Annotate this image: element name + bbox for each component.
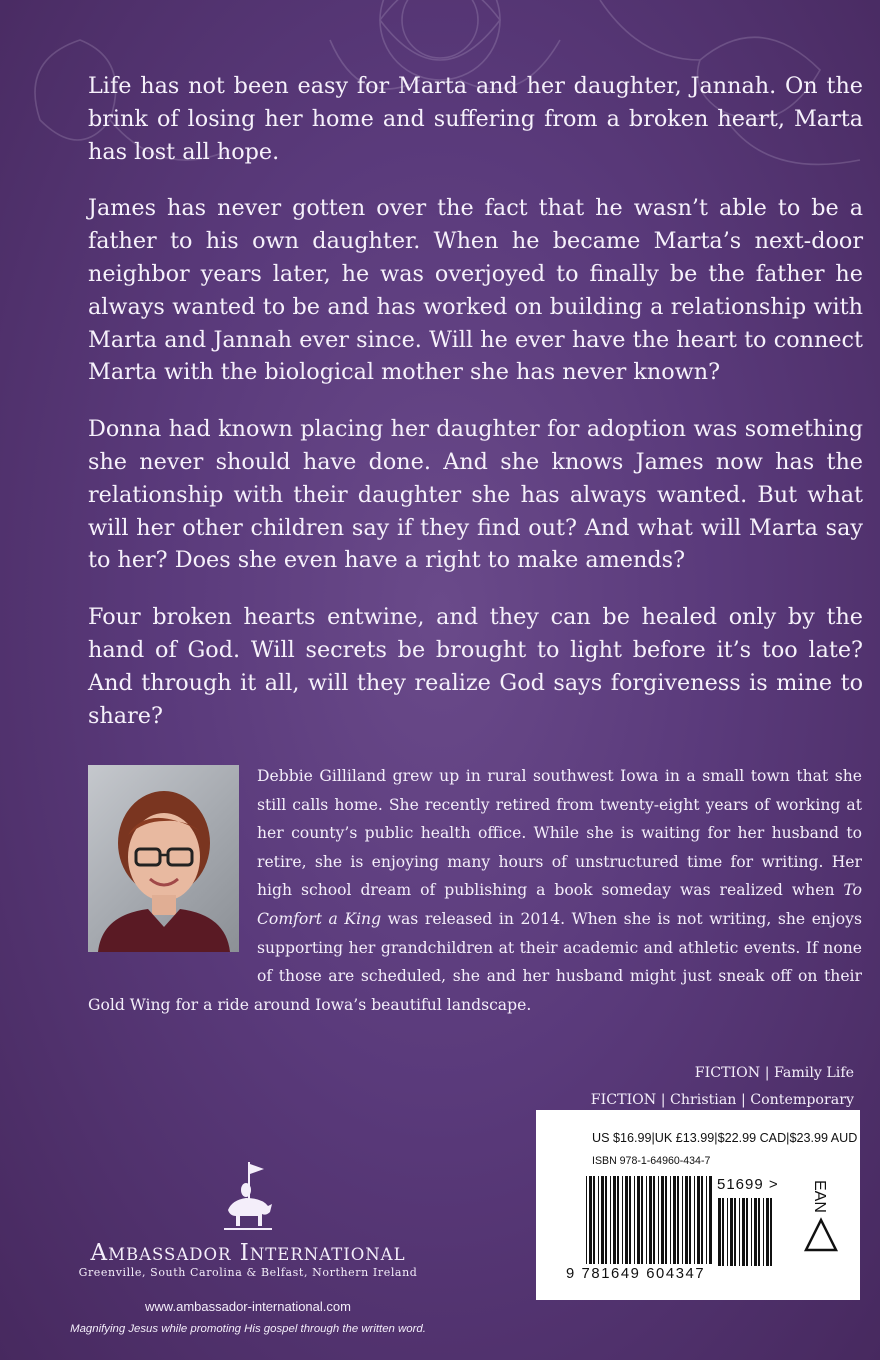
barcode-bar	[706, 1176, 707, 1264]
barcode-bar	[685, 1176, 688, 1264]
barcode-bar	[634, 1176, 635, 1264]
bisac-categories	[591, 1060, 854, 1114]
barcode-bar	[734, 1198, 736, 1266]
barcode-bar	[665, 1176, 667, 1264]
barcode-bar	[709, 1176, 712, 1264]
barcode-bar	[629, 1176, 631, 1264]
publisher-url: www.ambassador-international.com	[145, 1299, 351, 1314]
blurb-paragraph: Four broken hearts entwine, and they can be healed only by the hand of God. Will secrets be brought to light before it’s too late? And through it all, will they realize God says forgiveness is mine to share?	[88, 604, 863, 729]
barcode-bar	[701, 1176, 703, 1264]
barcode-bar	[646, 1176, 647, 1264]
barcode-bar	[758, 1198, 760, 1266]
barcode-bar	[622, 1176, 623, 1264]
ean-barcode	[586, 1176, 712, 1264]
barcode-digits: 9 781649 604347	[566, 1266, 706, 1282]
barcode-bar	[625, 1176, 628, 1264]
barcode-bar	[661, 1176, 664, 1264]
barcode-bar	[586, 1176, 587, 1264]
blurb-paragraph: Donna had known placing her daughter for adoption was something she never should have done. And she knows James now has the relationship with their daughter she has always wanted. But what will her other children say if they find out? And what will Marta say to her? Does she even have a right to make amends?	[88, 416, 863, 574]
barcode-bar	[718, 1198, 721, 1266]
barcode-bar	[751, 1198, 752, 1266]
barcode-bar	[766, 1198, 769, 1266]
addon-digits: 51699 >	[717, 1176, 779, 1193]
barcode-bar	[682, 1176, 683, 1264]
barcode-bar	[697, 1176, 700, 1264]
barcode-bar	[770, 1198, 772, 1266]
barcode-bar	[754, 1198, 757, 1266]
publisher-block	[48, 1160, 448, 1335]
barcode-bar	[739, 1198, 740, 1266]
author-bio	[88, 762, 862, 1019]
barcode-bar	[601, 1176, 604, 1264]
isbn-line: ISBN 978-1-64960-434-7	[592, 1155, 711, 1167]
barcode-bar	[613, 1176, 616, 1264]
barcode-bar	[589, 1176, 592, 1264]
blurb-paragraph: James has never gotten over the fact that he wasn’t able to be a father to his own daughter. When he became Marta’s next-door neighbor years later, he was overjoyed to finally be the father he always wanted to be and has worked on building a relationship with Marta and Jannah ever since. Will he ever have the heart to connect Marta with the biological mother she has never known?	[88, 195, 863, 386]
barcode-bar	[694, 1176, 695, 1264]
price-line: US $16.99|UK £13.99|$22.99 CAD|$23.99 AUD	[592, 1131, 858, 1145]
barcode-bar	[653, 1176, 655, 1264]
barcode-bar	[730, 1198, 733, 1266]
author-bio-text-end: was released in 2014. When she is not writing, she enjoys supporting her grandchildren at their academic and athletic events. If none of those are scheduled, she and her husband might just sneak off on their Gold Wing for a ride around Iowa’s beautiful landscape.	[88, 909, 862, 1014]
barcode-bar	[763, 1198, 764, 1266]
publisher-location: Greenville, South Carolina & Belfast, Northern Ireland	[78, 1266, 418, 1279]
barcode-bar	[722, 1198, 724, 1266]
blurb-paragraph: Life has not been easy for Marta and her daughter, Jannah. On the brink of losing her home and suffering from a broken heart, Marta has lost all hope.	[88, 73, 863, 165]
barcode-bar	[673, 1176, 676, 1264]
category-line: FICTION | Christian | Contemporary	[590, 1092, 854, 1108]
barcode-bar	[742, 1198, 745, 1266]
barcode-bar	[677, 1176, 679, 1264]
barcode-bar	[658, 1176, 659, 1264]
barcode-bar	[649, 1176, 652, 1264]
publisher-tagline: Magnifying Jesus while promoting His gospel through the written word.	[70, 1323, 426, 1335]
addon-barcode	[718, 1198, 774, 1266]
triangle-icon	[802, 1216, 840, 1254]
barcode-bar	[605, 1176, 607, 1264]
barcode-bar	[641, 1176, 643, 1264]
barcode-bar	[593, 1176, 595, 1264]
barcode-bar	[617, 1176, 619, 1264]
barcode-bar	[610, 1176, 611, 1264]
barcode-panel	[536, 1110, 860, 1300]
book-blurb	[88, 70, 863, 756]
ean-label: EAN	[811, 1180, 828, 1213]
publisher-name: AMBASSADOR INTERNATIONAL	[90, 1240, 406, 1266]
book-title: To Comfort a King	[257, 881, 862, 928]
barcode-bar	[637, 1176, 640, 1264]
author-bio-text-start: Debbie Gilliland grew up in rural southwest Iowa in a small town that she still calls home. She recently retired from twenty-eight years of working at her county’s public health office. While she is waiting for her husband to retire, she is enjoying many hours of unstructured time for writing. Her high school dream of publishing a book someday was realized when	[257, 767, 862, 900]
barcode-bar	[689, 1176, 691, 1264]
knight-on-horse-logo-icon	[218, 1160, 278, 1232]
barcode-bar	[746, 1198, 748, 1266]
barcode-bar	[598, 1176, 599, 1264]
barcode-bar	[727, 1198, 728, 1266]
category-line: FICTION | Family Life	[694, 1065, 854, 1081]
barcode-bar	[670, 1176, 671, 1264]
